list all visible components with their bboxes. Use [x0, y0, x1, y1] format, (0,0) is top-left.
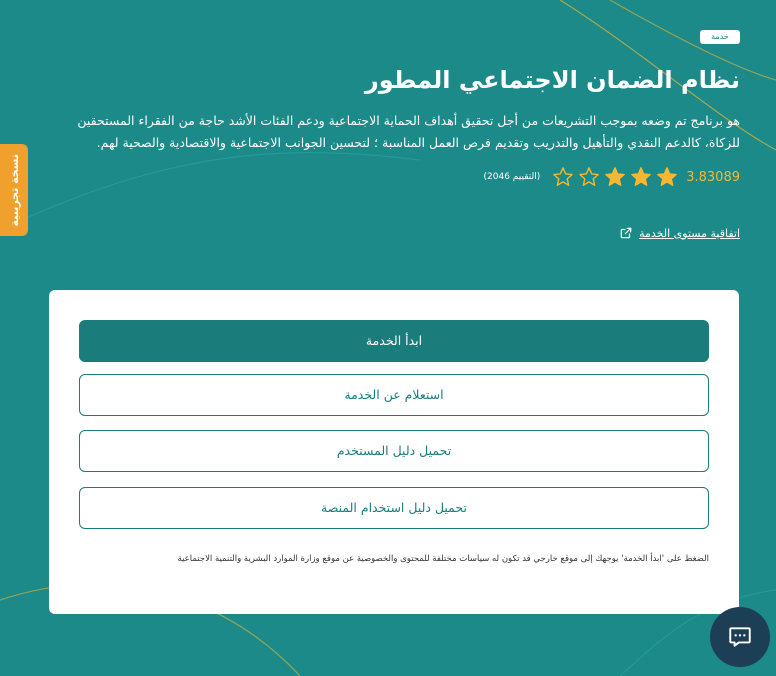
- beta-version-label: نسخة تجريبية: [7, 153, 21, 227]
- sla-link[interactable]: [619, 224, 740, 242]
- service-description: هو برنامج تم وضعه بموجب التشريعات من أجل تحقيق أهداف الحماية الاجتماعية ودعم الفئات الأشد حاجة من الفقراء المستحقين للزكاة، كالدعم النقدي والتأهيل والتدريب وتقديم فرص العمل المناسبة ؛ لتحسين الجوانب الاجتماعية والاقتصادية والصحية لهم.: [77, 113, 740, 150]
- download-user-guide-button[interactable]: تحميل دليل المستخدم: [79, 430, 709, 472]
- star-filled-icon[interactable]: [604, 166, 626, 188]
- page-title: نظام الضمان الاجتماعي المطور: [364, 66, 740, 94]
- start-service-button[interactable]: ابدأ الخدمة: [79, 320, 709, 362]
- service-inquiry-button[interactable]: استعلام عن الخدمة: [79, 374, 709, 416]
- star-empty-icon[interactable]: [552, 166, 574, 188]
- chat-button[interactable]: [710, 607, 770, 667]
- service-badge: خدمة: [700, 30, 740, 44]
- rating-stars[interactable]: [552, 166, 678, 188]
- star-empty-icon[interactable]: [578, 166, 600, 188]
- beta-version-tab[interactable]: [0, 144, 28, 236]
- service-actions-card: [49, 290, 739, 614]
- rating-value: 3.83089: [686, 169, 740, 185]
- chat-icon: [727, 624, 753, 650]
- rating-count: (التقييم 2046): [483, 172, 541, 182]
- star-filled-icon[interactable]: [656, 166, 678, 188]
- star-filled-icon[interactable]: [630, 166, 652, 188]
- external-link-icon: [619, 226, 633, 240]
- external-site-note: الضغط على 'ابدأ الخدمة' يوجهك إلى موقع خارجي قد تكون له سياسات مختلفة للمحتوى والخصوصية عن موقع وزارة الموارد البشرية والتنمية الاجتماعية: [177, 554, 709, 564]
- rating-row: [484, 164, 741, 190]
- download-platform-guide-button[interactable]: تحميل دليل استخدام المنصة: [79, 487, 709, 529]
- sla-link-label: اتفاقية مستوى الخدمة: [639, 226, 740, 240]
